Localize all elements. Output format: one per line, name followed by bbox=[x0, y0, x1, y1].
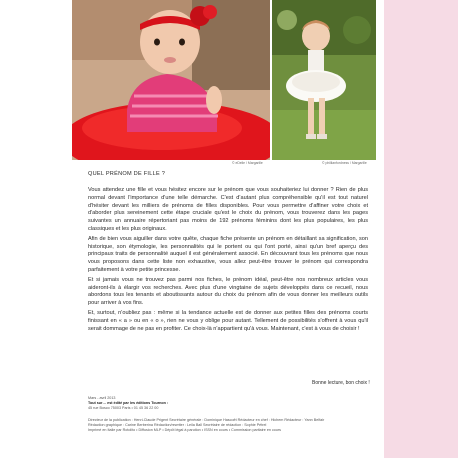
credits-line-1: Directeur de la publication : Henri-Claude Prigent Secrétaire générale : Dominique Hascoët Rédacteur en chef : Hichem Rédacteur : Yann Belfair bbox=[88, 418, 325, 422]
baby-photo bbox=[72, 0, 270, 160]
paragraph-fiche: Afin de bien vous aiguiller dans votre quête, chaque fiche présente un prénom en détaillant sa signification, son historique, son étymologie, les personnalités qui le portent ou qui l'ont porté, ainsi qu'un bref aperçu des principaux traits de personnalité auquel il est généralement associé. En découvrant tous les prénoms que nous vous proposons dans cette liste non exhaustive, vous allez peut-être trouver le prénom qui correspondra parfaitement à votre petite princesse. bbox=[88, 235, 368, 273]
paragraph-conclusion: Et, surtout, n'oubliez pas : même si la tendance actuelle est de donner aux petites filles des prénoms courts finissant en « a » ou en « o », rien ne vous y oblige pour autant. Tellement de possibilités s'offrent à vous qu'il serait dommage de ne pas en profiter. Ce choix-là n'appartient qu'à vous. Maintenant, c'est à vous de choisir ! bbox=[88, 309, 368, 332]
paragraph-intro: Vous attendez une fille et vous hésitez encore sur le prénom que vous souhaiteriez lui donner ? Rien de plus normal devant l'importance d'une telle démarche. C'est d'autant plus compréhensible qu'il est tout naturel d'hésiter devant les milliers de prénoms de filles disponibles. Pour vous permettre d'affiner votre choix et d'aborder plus sereinement cette étape cruciale qu'est le choix du prénom, vous trouverez dans les pages suivantes un annuaire répertoriant pas moins de 192 prénoms féminins dont les plus populaires, les plus classiques et les plus originaux. bbox=[88, 187, 368, 232]
publisher-text: Tout sur… est édité par les éditions Tournon : bbox=[88, 401, 169, 405]
colophon bbox=[88, 396, 380, 433]
girl-photo bbox=[272, 0, 376, 160]
issue-date: Mars - avril 2013 bbox=[88, 396, 116, 400]
signoff: Bonne lecture, bon choix ! bbox=[312, 380, 370, 386]
footer-spacer bbox=[88, 411, 380, 418]
credits-line-2: Rédaction graphique : Carine Berberina Rédaction/rewriter : Leila Ball Secrétaire de rédaction : Sophie Pétrel bbox=[88, 423, 267, 427]
paragraph-articles: Et si jamais vous ne trouvez pas parmi nos fiches, le prénom idéal, peut-être nos nombreux articles vous aideront-ils à élargir vos recherches. Avec plus d'une vingtaine de sujets développés dans ce recueil, nous abordons tous les tenants et aboutissants autour du choix du prénom afin de vous donner les meilleurs outils pour arriver à vos fins. bbox=[88, 276, 368, 307]
address-line: 45 rue Bosco 75003 Paris • 01 45 36 22 00 bbox=[88, 406, 159, 410]
right-photo-credit: © phillianfordness / Margarille bbox=[322, 161, 367, 165]
left-photo-credit: © eDelle / Margarille bbox=[232, 161, 263, 165]
credits-line-3: Imprimé en Italie par Rotolito • Diffusion MLP • Dépôt légal à parution • ISSN en cours • Commission paritaire en cours bbox=[88, 428, 281, 432]
article-heading: QUEL PRÉNOM DE FILLE ? bbox=[88, 171, 166, 177]
page-edge-band bbox=[384, 0, 458, 458]
article-body bbox=[88, 171, 368, 335]
